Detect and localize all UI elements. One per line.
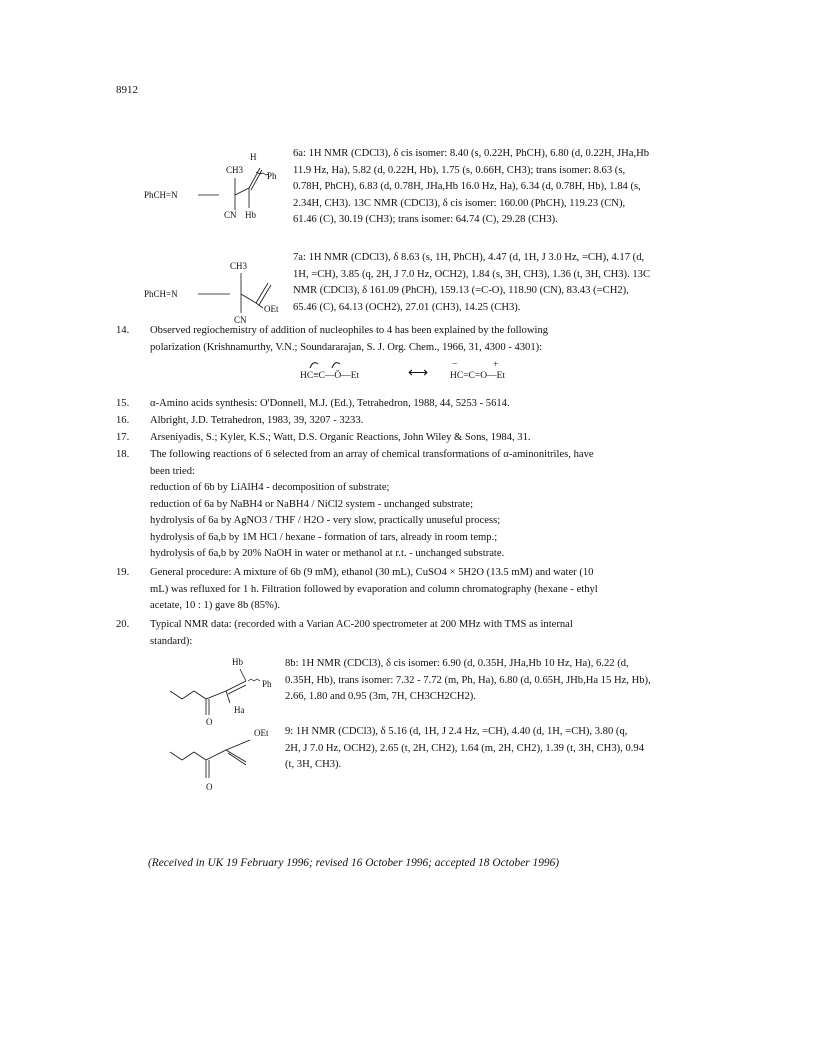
- struct-6a-hb: Hb: [245, 210, 256, 220]
- nmr-8b: [285, 656, 705, 706]
- note-17-text: Arseniyadis, S.; Kyler, K.S.; Watt, D.S. Organic Reactions, John Wiley & Sons, 1984, 31.: [150, 432, 531, 443]
- struct-7a-oet: OEt: [264, 304, 279, 314]
- structure-6a: [144, 148, 284, 243]
- structure-8b: [170, 655, 282, 730]
- received-dates: (Received in UK 19 February 1996; revised 16 October 1996; accepted 18 October 1996): [148, 857, 560, 869]
- note-15-number: 15.: [116, 398, 130, 409]
- note-line: standard):: [150, 635, 193, 647]
- note-19-text: [150, 565, 710, 615]
- struct-6a-left: PhCH=N: [144, 190, 178, 200]
- note-20-number: 20.: [116, 619, 130, 630]
- nmr-9: [285, 724, 705, 774]
- note-18-number: 18.: [116, 449, 130, 460]
- struct-7a-left: PhCH=N: [144, 289, 178, 299]
- nmr-6a-line: 2.34H, CH3). 13C NMR (CDCl3), δ cis isomer: 160.00 (PhCH), 119.23 (CN),: [293, 197, 626, 209]
- struct-8b-o: O: [206, 717, 213, 727]
- nmr-8b-line: 2.66, 1.80 and 0.95 (3m, 7H, CH3CH2CH2).: [285, 691, 476, 702]
- note-14-text: [150, 323, 685, 356]
- note-line: Typical NMR data: (recorded with a Varian AC-200 spectrometer at 200 MHz with TMS as internal: [150, 619, 573, 630]
- note-16-number: 16.: [116, 415, 130, 426]
- struct-6a-h: H: [250, 152, 257, 162]
- nmr-8b-line: 8b: 1H NMR (CDCl3), δ cis isomer: 6.90 (d, 0.35H, JHa,Hb 10 Hz, Ha), 6.22 (d,: [285, 658, 629, 669]
- note-line: polarization (Krishnamurthy, V.N.; Soundararajan, S. J. Org. Chem., 1966, 31, 4300 - 4301):: [150, 341, 543, 353]
- nmr-6a-line: 11.9 Hz, Ha), 5.82 (d, 0.22H, Hb), 1.75 (s, 0.66H, CH3); trans isomer: 8.63 (s,: [293, 164, 626, 176]
- note-line: reduction of 6a by NaBH4 or NaBH4 / NiCl2 system - unchanged substrate;: [150, 498, 474, 510]
- nmr-6a-line: 6a: 1H NMR (CDCl3), δ cis isomer: 8.40 (s, 0.22H, PhCH), 6.80 (d, 0.22H, JHa,Hb: [293, 148, 650, 159]
- note-line: been tried:: [150, 465, 196, 477]
- nmr-6a-line: 0.78H, PhCH), 6.83 (d, 0.78H, JHa,Hb 16.0 Hz, Ha), 6.34 (d, 0.78H, Hb), 1.84 (s,: [293, 181, 641, 192]
- electron-push-arrows: [308, 358, 348, 370]
- struct-9-oet: OEt: [254, 728, 269, 738]
- note-line: Observed regiochemistry of addition of nucleophiles to 4 has been explained by the following: [150, 325, 549, 336]
- nmr-7a-line: 7a: 1H NMR (CDCl3), δ 8.63 (s, 1H, PhCH), 4.47 (d, 1H, J 3.0 Hz, =CH), 4.17 (d,: [293, 252, 645, 263]
- note-19-number: 19.: [116, 567, 130, 578]
- note-16-text: Albright, J.D. Tetrahedron, 1983, 39, 3207 - 3233.: [150, 415, 364, 426]
- note-15-text: α-Amino acids synthesis: O'Donnell, M.J. (Ed.), Tetrahedron, 1988, 44, 5253 - 5614.: [150, 398, 510, 409]
- struct-8b-ha: Ha: [234, 705, 245, 715]
- nmr-7a-line: 1H, =CH), 3.85 (q, 2H, J 7.0 Hz, OCH2), 1.84 (s, 3H, CH3), 1.36 (t, 3H, CH3). 13C: [293, 268, 651, 280]
- struct-6a-ch3: CH3: [226, 165, 244, 175]
- page-number: 8912: [116, 84, 138, 96]
- resonance-right: HC=C=O—Et: [450, 371, 506, 381]
- resonance-left: HC≡C—Ö—Et: [300, 371, 360, 381]
- nmr-8b-line: 0.35H, Hb), trans isomer: 7.32 - 7.72 (m, Ph, Ha), 6.80 (d, 0.65H, JHb,Ha 15 Hz, Hb),: [285, 674, 651, 686]
- note-line: hydrolysis of 6a by AgNO3 / THF / H2O - very slow, practically unuseful process;: [150, 515, 501, 526]
- note-14-number: 14.: [116, 325, 130, 336]
- nmr-7a: [293, 250, 703, 316]
- structure-9: [170, 722, 282, 797]
- struct-6a-ph: Ph: [267, 171, 277, 181]
- note-line: The following reactions of 6 selected from an array of chemical transformations of α-aminonitriles, have: [150, 449, 594, 460]
- note-20-text: [150, 617, 710, 650]
- struct-6a-cn: CN: [224, 210, 237, 220]
- struct-7a-ch3: CH3: [230, 261, 248, 271]
- note-line: hydrolysis of 6a,b by 1M HCl / hexane - formation of tars, already in room temp.;: [150, 531, 498, 543]
- nmr-7a-line: 65.46 (C), 64.13 (OCH2), 27.01 (CH3), 14.25 (CH3).: [293, 301, 521, 313]
- note-line: General procedure: A mixture of 6b (9 mM), ethanol (30 mL), CuSO4 × 5H2O (13.5 mM) and water (10: [150, 567, 594, 578]
- nmr-9-line: 9: 1H NMR (CDCl3), δ 5.16 (d, 1H, J 2.4 Hz, =CH), 4.40 (d, 1H, =CH), 3.80 (q,: [285, 726, 628, 737]
- nmr-6a: [293, 146, 703, 229]
- struct-7a-cn: CN: [234, 315, 247, 325]
- structure-7a: [144, 253, 284, 333]
- resonance-arrow: ⟷: [408, 366, 429, 381]
- struct-8b-ph: Ph: [262, 679, 272, 689]
- struct-9-o: O: [206, 782, 213, 792]
- note-line: hydrolysis of 6a,b by 20% NaOH in water or methanol at r.t. - unchanged substrate.: [150, 548, 505, 559]
- resonance-plus: +: [493, 360, 499, 370]
- nmr-7a-line: NMR (CDCl3), δ 161.09 (PhCH), 159.13 (=C-O), 118.90 (CN), 83.43 (=CH2),: [293, 285, 629, 296]
- nmr-6a-line: 61.46 (C), 30.19 (CH3); trans isomer: 64.74 (C), 29.28 (CH3).: [293, 214, 558, 225]
- resonance-minus: −: [452, 360, 458, 370]
- resonance-structures: [300, 358, 580, 386]
- struct-8b-hb: Hb: [232, 657, 243, 667]
- note-line: reduction of 6b by LiAlH4 - decomposition of substrate;: [150, 482, 390, 493]
- note-17-number: 17.: [116, 432, 130, 443]
- nmr-9-line: 2H, J 7.0 Hz, OCH2), 2.65 (t, 2H, CH2), 1.64 (m, 2H, CH2), 1.39 (t, 3H, CH3), 0.94: [285, 742, 644, 754]
- nmr-9-line: (t, 3H, CH3).: [285, 759, 342, 770]
- note-line: mL) was refluxed for 1 h. Filtration followed by evaporation and column chromatography (hexane - ethyl: [150, 583, 598, 595]
- note-18-text: [150, 447, 710, 563]
- note-line: acetate, 10 : 1) gave 8b (85%).: [150, 600, 281, 611]
